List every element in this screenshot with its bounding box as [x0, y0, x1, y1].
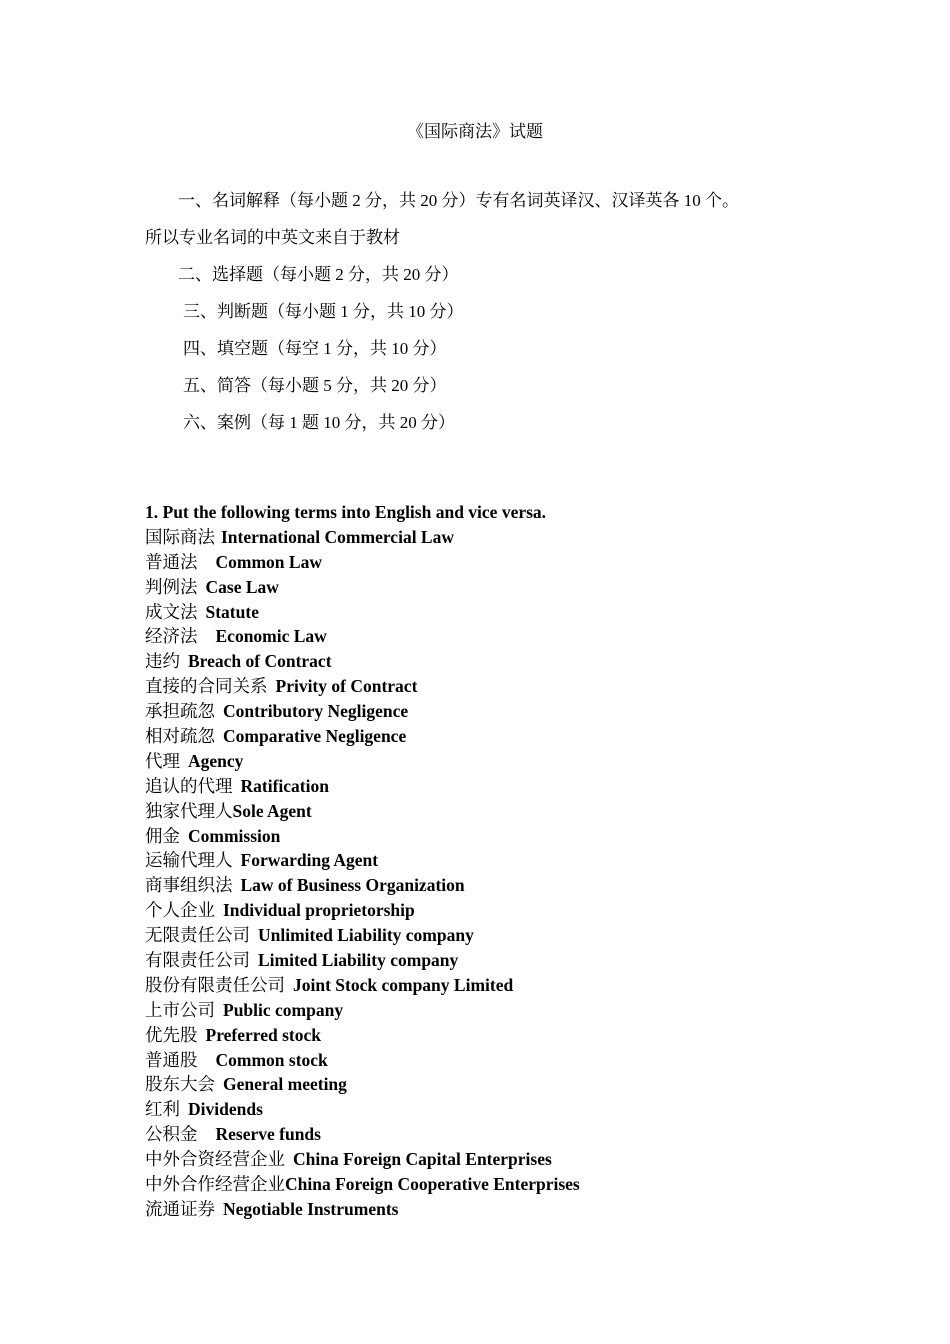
term-english: Forwarding Agent: [240, 850, 379, 871]
term-chinese: 红利: [145, 1099, 180, 1120]
instruction-part-2: 二、选择题（每小题 2 分，共 20 分）: [178, 265, 459, 284]
term-english: Unlimited Liability company: [258, 925, 474, 946]
term-chinese: 代理: [145, 750, 180, 771]
term-row: [145, 973, 845, 998]
term-row: [145, 649, 845, 674]
term-row: [145, 1122, 845, 1147]
term-english: Individual proprietorship: [223, 900, 415, 921]
term-chinese: 佣金: [145, 825, 180, 846]
term-english: Law of Business Organization: [240, 875, 465, 896]
term-chinese: 独家代理人: [145, 800, 233, 821]
terms-section: [145, 500, 845, 1222]
term-row: [145, 898, 845, 923]
term-english: Sole Agent: [232, 800, 312, 821]
term-english: Statute: [205, 601, 259, 622]
term-chinese: 中外合作经营企业: [145, 1174, 285, 1195]
term-row: [145, 774, 845, 799]
term-english: Public company: [223, 999, 344, 1020]
term-english: Contributory Negligence: [223, 701, 409, 722]
term-english: Comparative Negligence: [223, 726, 407, 747]
term-chinese: 相对疏忽: [145, 726, 215, 747]
term-chinese: 普通法: [145, 551, 198, 572]
term-english: General meeting: [223, 1074, 347, 1095]
term-english: Economic Law: [215, 626, 327, 647]
term-row: [145, 600, 845, 625]
term-english: Dividends: [188, 1099, 263, 1120]
term-row: [145, 1072, 845, 1097]
term-row: [145, 824, 845, 849]
term-row: [145, 873, 845, 898]
instruction-part-6: 六、案例（每 1 题 10 分，共 20 分）: [183, 413, 455, 432]
term-chinese: 个人企业: [145, 900, 215, 921]
term-chinese: 股东大会: [145, 1074, 215, 1095]
term-list: [145, 525, 845, 1222]
term-chinese: 直接的合同关系: [145, 676, 268, 697]
term-chinese: 优先股: [145, 1024, 198, 1045]
term-english: China Foreign Capital Enterprises: [293, 1149, 552, 1170]
term-english: Breach of Contract: [188, 651, 332, 672]
term-row: [145, 699, 845, 724]
term-chinese: 成文法: [145, 601, 198, 622]
term-english: Privity of Contract: [275, 676, 418, 697]
term-row: [145, 1197, 845, 1222]
term-row: [145, 724, 845, 749]
term-row: [145, 998, 845, 1023]
term-english: Preferred stock: [205, 1024, 321, 1045]
term-chinese: 上市公司: [145, 999, 215, 1020]
term-english: Common Law: [215, 551, 322, 572]
term-row: [145, 525, 845, 550]
term-chinese: 承担疏忽: [145, 701, 215, 722]
exam-structure: [145, 188, 825, 447]
term-row: [145, 1097, 845, 1122]
instruction-part-3: 三、判断题（每小题 1 分，共 10 分）: [183, 302, 464, 321]
term-chinese: 有限责任公司: [145, 950, 250, 971]
term-chinese: 判例法: [145, 576, 198, 597]
instruction-part-5: 五、简答（每小题 5 分，共 20 分）: [183, 376, 447, 395]
term-chinese: 追认的代理: [145, 775, 233, 796]
term-row: [145, 948, 845, 973]
term-english: Limited Liability company: [258, 950, 459, 971]
term-chinese: 经济法: [145, 626, 198, 647]
term-chinese: 国际商法: [145, 526, 215, 547]
term-chinese: 商事组织法: [145, 875, 233, 896]
term-row: [145, 923, 845, 948]
term-row: [145, 848, 845, 873]
term-row: [145, 550, 845, 575]
term-row: [145, 575, 845, 600]
term-row: [145, 1023, 845, 1048]
term-english: Case Law: [205, 576, 279, 597]
term-chinese: 运输代理人: [145, 850, 233, 871]
term-row: [145, 1172, 845, 1197]
term-row: [145, 674, 845, 699]
term-row: [145, 624, 845, 649]
instruction-part-4: 四、填空题（每空 1 分，共 10 分）: [183, 339, 447, 358]
term-english: Joint Stock company Limited: [293, 974, 514, 995]
instruction-part-1-continued: 所以专业名词的中英文来自于教材: [145, 228, 400, 247]
term-row: [145, 1147, 845, 1172]
document-title: 《国际商法》试题: [407, 122, 543, 141]
term-english: Commission: [188, 825, 281, 846]
section-heading: 1. Put the following terms into English and vice versa.: [145, 502, 547, 522]
instruction-part-1: 一、名词解释（每小题 2 分，共 20 分）专有名词英译汉、汉译英各 10 个。: [178, 191, 739, 210]
term-row: [145, 799, 845, 824]
term-english: Agency: [188, 750, 244, 771]
term-english: Ratification: [240, 775, 329, 796]
term-english: Common stock: [215, 1049, 328, 1070]
term-english: China Foreign Cooperative Enterprises: [285, 1174, 580, 1195]
term-chinese: 流通证券: [145, 1198, 215, 1219]
term-row: [145, 749, 845, 774]
term-chinese: 普通股: [145, 1049, 198, 1070]
term-english: Negotiable Instruments: [223, 1198, 399, 1219]
term-chinese: 中外合资经营企业: [145, 1149, 285, 1170]
term-row: [145, 1048, 845, 1073]
term-chinese: 违约: [145, 651, 180, 672]
term-english: International Commercial Law: [221, 526, 454, 547]
term-chinese: 股份有限责任公司: [145, 974, 285, 995]
term-english: Reserve funds: [215, 1124, 321, 1145]
term-chinese: 公积金: [145, 1124, 198, 1145]
term-chinese: 无限责任公司: [145, 925, 250, 946]
